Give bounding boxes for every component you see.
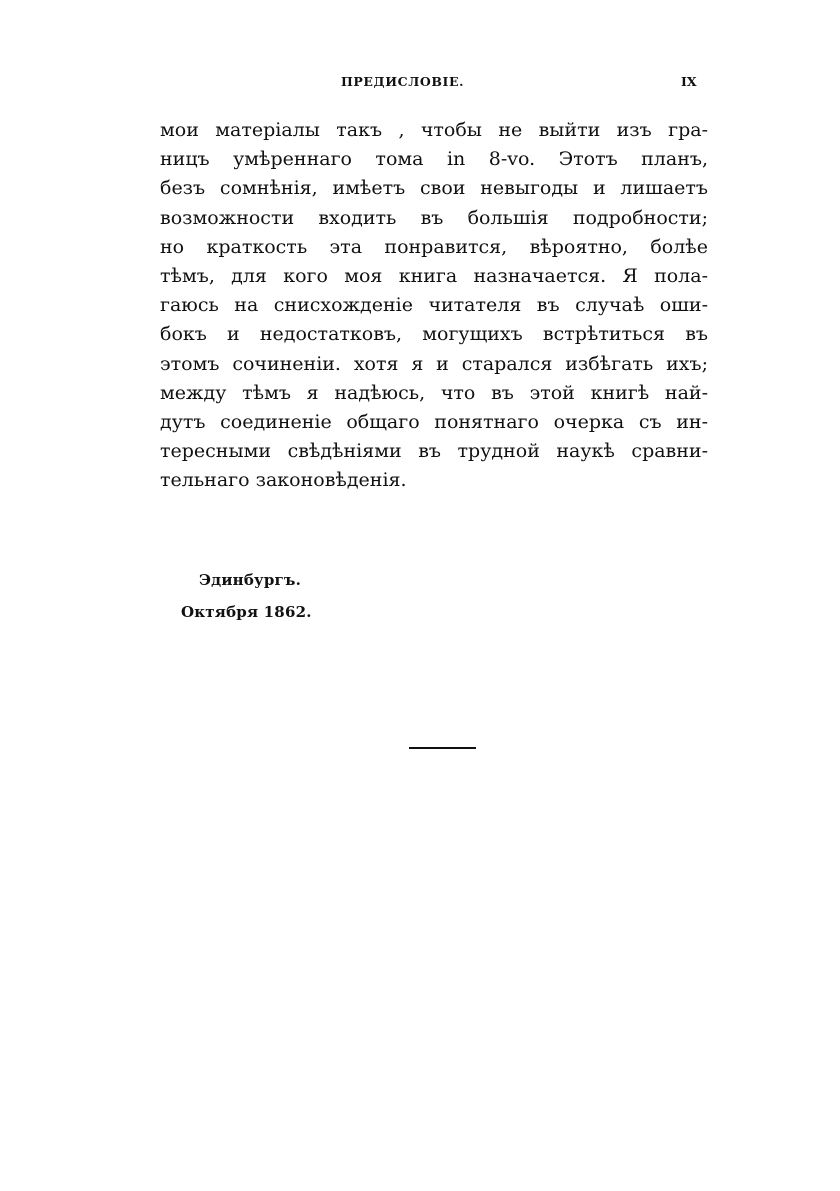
text-line-1: мои матеріалы такъ , чтобы не выйти изъ гра-: [160, 119, 708, 141]
text-line-3: безъ сомнѣнія, имѣетъ свои невыгоды и лишаетъ: [160, 177, 708, 200]
text-line-12: тересными свѣдѣніями въ трудной наукѣ сравни-: [160, 440, 708, 463]
end-rule: [409, 747, 476, 749]
running-head: ПРЕДИСЛОВІЕ.: [341, 74, 465, 89]
text-line-4: возможности входить въ большія подробности;: [160, 206, 708, 229]
text-line-7: гаюсь на снисхожденіе читателя въ случаѣ оши-: [160, 294, 708, 317]
text-line-10: между тѣмъ я надѣюсь, что въ этой книгѣ най-: [160, 381, 708, 404]
text-line-11: дутъ соединеніе общаго понятнаго очерка съ ин-: [160, 410, 708, 433]
signature-place: Эдинбургъ.: [199, 571, 302, 589]
text-line-2: ницъ умѣреннаго тома in 8-vo. Этотъ планъ,: [160, 148, 708, 171]
text-line-6: тѣмъ, для кого моя книга назначается. Я пола-: [160, 264, 708, 287]
text-line-5: но краткость эта понравится, вѣроятно, болѣе: [160, 235, 708, 258]
text-line-9: этомъ сочиненіи. хотя я и старался избѣгать ихъ;: [160, 352, 708, 375]
signature-date: Октября 1862.: [181, 603, 312, 621]
text-line-13: тельнаго законовѣденія.: [160, 469, 407, 492]
page-number: IX: [681, 74, 697, 89]
preface-text: [160, 116, 708, 495]
text-line-8: бокъ и недостатковъ, могущихъ встрѣтиться въ: [160, 323, 708, 346]
